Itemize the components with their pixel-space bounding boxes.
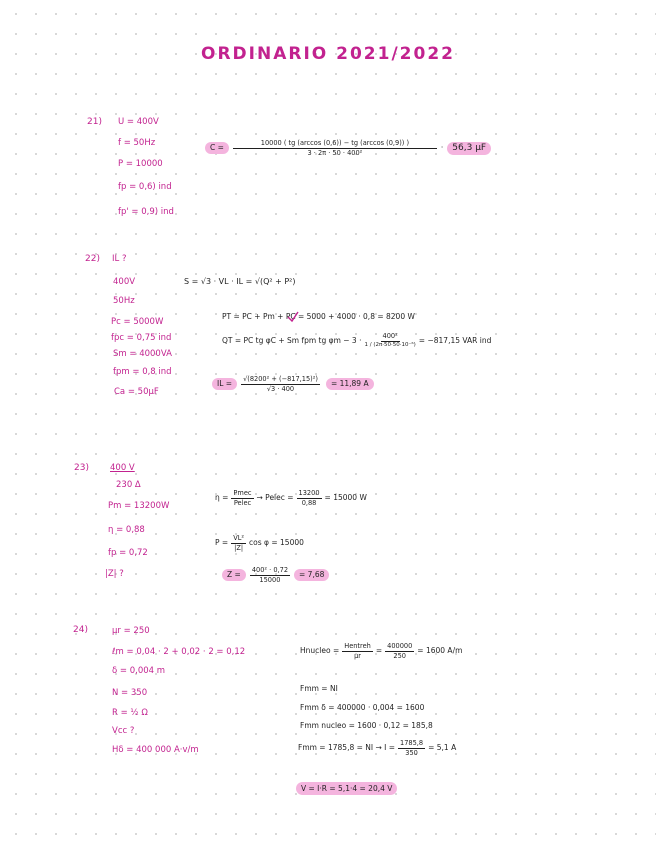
q23-eta-fraction — [231, 490, 253, 506]
q23-given-4: |Z| ? — [105, 569, 124, 579]
q24-given-6: Vcc ? — [112, 726, 135, 736]
q24-h-den2: 250 — [393, 651, 406, 660]
q22-il-fraction — [241, 376, 320, 392]
q22-given-1: 400V — [113, 277, 136, 287]
q23-eta-den: Pelec — [233, 498, 252, 507]
q24-given-3: δ = 0,004 m — [112, 666, 166, 676]
q21-given-3: P = 10000 — [118, 159, 163, 169]
q22-number: 22) — [85, 254, 100, 264]
q23-volt2: 230 Δ — [116, 480, 141, 490]
q24-h-result: = 1600 A/m — [417, 646, 463, 656]
q23-volt: 400 V — [110, 463, 135, 473]
page-title: ORDINARIO 2021/2022 — [201, 44, 455, 64]
q22-given-6: fpm = 0,8 ind — [113, 367, 172, 377]
q22-given-5: Sm = 4000VA — [113, 349, 172, 359]
q22-qt-lhs: QT = PC tg φC + Sm fpm tg φm − 3 · — [222, 335, 362, 345]
q24-given-4: N = 350 — [112, 688, 148, 698]
q23-eta-num: Pmec — [233, 489, 252, 497]
q23-z-num: 400² · 0,72 — [251, 566, 289, 574]
q24-v-result-wrap — [296, 785, 397, 793]
q24-h-num2: 400000 — [387, 642, 413, 650]
q24-fmm-2: Fmm δ = 400000 · 0,004 = 1600 — [300, 703, 425, 712]
q24-fmm4-fraction — [398, 740, 425, 756]
q22-qt-fraction-num: 400² — [382, 332, 398, 340]
q22-given-2: 50Hz — [113, 296, 135, 306]
q24-h-fraction — [342, 643, 373, 659]
q21-formula: C = $\frac{10000 ( tg (\arccos (0,6)) - tg (\arccos (0,9)) )}{\text{3 · 2π · 50 · 400²}}$ · 56,3 μF — [205, 140, 491, 156]
q24-h-fraction-2 — [385, 643, 414, 659]
q23-number: 23) — [74, 463, 89, 473]
q23-given-2: η = 0,88 — [108, 525, 145, 535]
q23-p-den: |Z| — [234, 543, 244, 552]
q24-fmm4-num: 1785,8 — [400, 739, 424, 747]
q22-qt-equation — [222, 333, 491, 348]
q24-given-7: Hδ = 400 000 A·v/m — [112, 745, 199, 755]
q23-p-num: VL² — [233, 534, 245, 542]
q22-given-4: fpc = 0,75 ind — [111, 333, 172, 343]
q24-fmm4-den: 350 — [405, 748, 418, 757]
q21-given-4: fp = 0,6) ind — [118, 182, 172, 192]
q21-fraction-num: 10000 ( tg (arccos (0,6)) − tg (arccos (0,9)) ) — [233, 140, 437, 149]
q22-il-fraction-den: √3 · 400 — [266, 384, 295, 393]
q24-h-equation — [300, 643, 462, 659]
q23-eta-equation — [215, 490, 367, 506]
q21-number: 21) — [87, 117, 102, 127]
q23-p-equation — [215, 535, 304, 551]
q22-il-result: = 11,89 A — [326, 378, 374, 390]
q24-h-num: Hentreh — [344, 642, 371, 650]
q23-z-highlight: Z = — [222, 569, 246, 581]
q23-z-den: 15000 — [259, 575, 281, 584]
q21-c-highlight: C = — [205, 142, 229, 154]
q23-eta-num2: 13200 — [298, 489, 320, 497]
check-mark-icon — [286, 310, 300, 324]
q24-fmm-4 — [298, 740, 456, 756]
q21-fraction — [233, 140, 437, 156]
q22-unknown: IL ? — [112, 254, 127, 264]
q22-given-7: Ca = 50μF — [114, 387, 159, 397]
q23-p-rhs: cos φ = 15000 — [249, 538, 304, 548]
q22-pt-equation: PT = PC + Pm + PC = 5000 + 4000 · 0,8 = 8200 W — [222, 312, 415, 321]
q22-qt-fraction-den: 1 / (2π·50·50·10⁻⁶) — [364, 341, 416, 348]
q24-fmm-3: Fmm nucleo = 1600 · 0,12 = 185,8 — [300, 721, 433, 730]
q24-fmm-1: Fmm = NI — [300, 684, 338, 693]
q23-z-result: = 7,68 — [294, 569, 329, 581]
q21-given-2: f = 50Hz — [118, 138, 156, 148]
q24-h-eq: = — [375, 646, 383, 656]
q24-fmm4-lhs: Fmm = 1785,8 = NI → I = — [298, 743, 396, 753]
q23-eta-result: = 15000 W — [324, 493, 367, 503]
q23-eta-den2: 0,88 — [301, 498, 317, 507]
q22-il-highlight: IL = — [212, 378, 237, 390]
q23-z-fraction — [250, 567, 290, 583]
q22-qt-fraction — [364, 333, 415, 348]
q24-fmm4-result: = 5,1 A — [428, 743, 457, 753]
q24-given-5: R = ½ Ω — [112, 708, 148, 718]
q23-given-3: fp = 0,72 — [108, 548, 148, 558]
q22-il-equation — [212, 376, 374, 392]
q24-given-1: μr = 250 — [112, 626, 150, 636]
q23-z-equation — [222, 567, 329, 583]
q23-eta-mid: → Pelec = — [256, 493, 294, 503]
q23-given-1: Pm = 13200W — [108, 501, 170, 511]
q22-s-equation: S = √3 · VL · IL = √(Q² + P²) — [184, 277, 296, 286]
q24-given-2: ℓm = 0,04 · 2 + 0,02 · 2 = 0,12 — [112, 647, 246, 657]
q23-p-fraction — [231, 535, 246, 551]
q24-number: 24) — [73, 625, 88, 635]
q21-given-1: U = 400V — [118, 117, 159, 127]
q23-p-lhs: P = — [215, 538, 229, 548]
q22-qt-result: = −817,15 VAR ind — [418, 335, 492, 345]
q21-given-5: fp' = 0,9) ind — [118, 207, 174, 217]
q22-il-fraction-num: √(8200² + (−817,15)²) — [243, 375, 318, 383]
q24-v-result: V = I·R = 5,1·4 = 20,4 V — [296, 782, 397, 795]
q23-eta-lhs: η = — [215, 493, 229, 503]
q22-given-3: Pc = 5000W — [111, 317, 164, 327]
q24-h-lhs: Hnucleo = — [300, 646, 340, 656]
q23-eta-fraction-2 — [297, 490, 322, 506]
q21-fraction-den: 3 · 2π · 50 · 400² — [307, 148, 363, 157]
q24-h-den: μr — [354, 651, 361, 660]
q21-result: 56,3 μF — [447, 142, 491, 155]
